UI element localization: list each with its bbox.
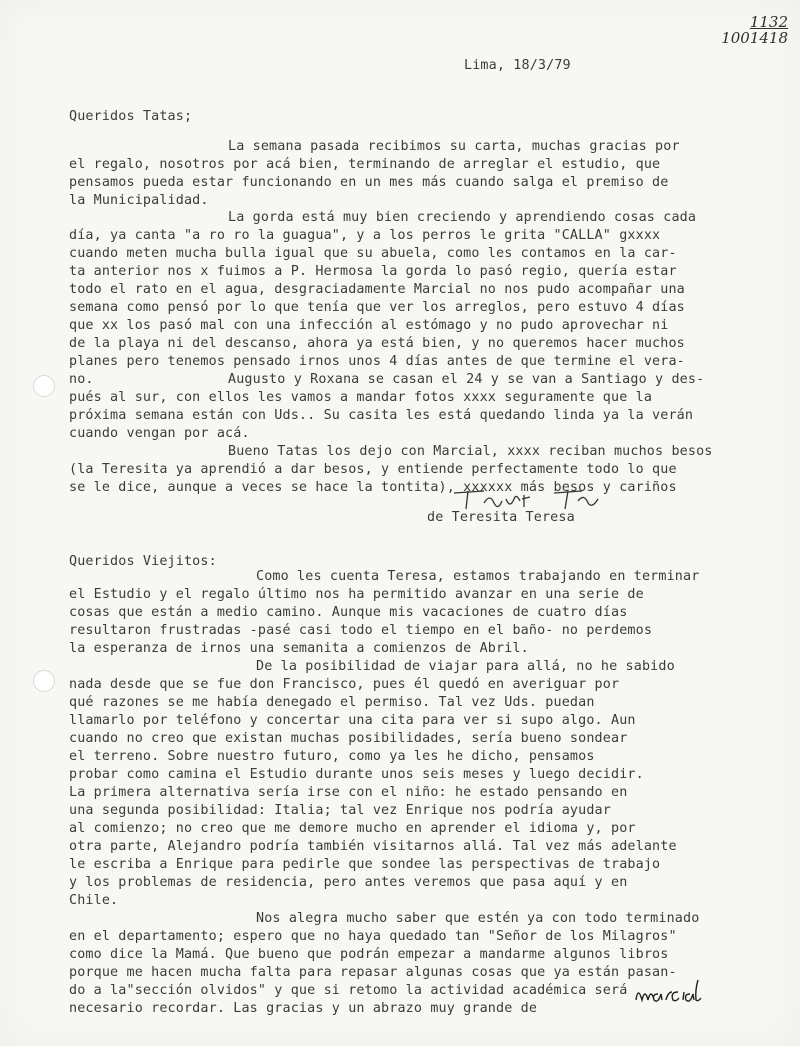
letter1-greeting: Queridos Tatas; — [69, 109, 193, 124]
letter2-line: Nos alegra mucho saber que estén ya con todo terminado — [256, 911, 700, 926]
letter1-line: Bueno Tatas los dejo con Marcial, xxxx reciban muchos besos — [228, 444, 713, 459]
letter2-line: La primera alternativa sería irse con el niño: he estado pensando en — [69, 785, 628, 800]
letter2-line: en el departamento; espero que no haya quedado tan "Señor de los Milagros" — [69, 929, 677, 944]
letter2-line: necesario recordar. Las gracias y un abrazo muy grande de — [69, 1001, 538, 1016]
letter2-line: qué razones se me había denegado el permiso. Tal vez Uds. puedan — [69, 695, 595, 710]
letter2-line: le escriba a Enrique para pedirle que sondee las perspectivas de trabajo — [69, 857, 661, 872]
letter2-line: probar como camina el Estudio durante unos seis meses y luego decidir. — [69, 767, 644, 782]
letter1-line: pués al sur, con ellos les vamos a mandar fotos xxxx seguramente que la — [69, 390, 653, 405]
letter1-line: próxima semana están con Uds.. Su casita les está quedando linda ya la verán — [69, 408, 694, 423]
letter2-line: porque me hacen mucha falta para repasar algunas cosas que ya están pasan- — [69, 965, 677, 980]
letter2-line: como dice la Mamá. Que bueno que podrán empezar a mandarme algunos libros — [69, 947, 669, 962]
letter2-line: el Estudio y el regalo último nos ha permitido avanzar en una serie de — [69, 587, 644, 602]
letter1-line: cuando vengan por acá. — [69, 426, 250, 441]
marcial-signature — [632, 974, 757, 1012]
archive-note-line-2: 1001418 — [721, 29, 788, 47]
letter2-line: do a la"sección olvidos" y que si retomo la actividad académica será — [69, 983, 628, 998]
letter1-line: semana como pensó por lo que tenía que ver los arreglos, pero estuvo 4 días — [69, 300, 685, 315]
letter1-line: se le dice, aunque a veces se hace la tontita), xxxxxx más besos y cariños — [69, 480, 677, 495]
letter2-line: otra parte, Alejandro podría también visitarnos allá. Tal vez más adelante — [69, 839, 677, 854]
letter1-line: que xx los pasó mal con una infección al estómago y no pudo aprovechar ni — [69, 318, 669, 333]
letter1-line: La semana pasada recibimos su carta, muchas gracias por — [228, 139, 680, 154]
letter2-line: al comienzo; no creo que me demore mucho en aprender el idioma y, por — [69, 821, 636, 836]
letter1-line: pensamos pueda estar funcionando en un mes más cuando salga el premiso de — [69, 175, 669, 190]
archive-note — [700, 14, 788, 46]
letter2-line: la esperanza de irnos una semanita a comienzos de Abril. — [69, 641, 529, 656]
letter2-line: nada desde que se fue don Francisco, pues él quedó en averiguar por — [69, 677, 620, 692]
letter1-line: Augusto y Roxana se casan el 24 y se van a Santiago y des- — [228, 372, 705, 387]
punch-hole — [33, 670, 55, 692]
letter2-line: resultaron frustradas -pasé casi todo el tiempo en el baño- no perdemos — [69, 623, 653, 638]
letter2-line: Chile. — [69, 893, 119, 908]
letter2-line: cosas que están a medio camino. Aunque mis vacaciones de cuatro días — [69, 605, 628, 620]
letter2-line: cuando no creo que existan muchas posibilidades, sería bueno sondear — [69, 731, 628, 746]
letter1-closing: de Teresita Teresa — [427, 510, 575, 525]
letter1-line: día, ya canta "a ro ro la guagua", y a los perros le grita "CALLA" gxxxx — [69, 228, 661, 243]
letter2-greeting: Queridos Viejitos: — [69, 554, 217, 569]
letter2-line: una segunda posibilidad: Italia; tal vez Enrique nos podría ayudar — [69, 803, 611, 818]
letter1-line: la Municipalidad. — [69, 193, 209, 208]
letter1-line: no. — [69, 372, 94, 387]
letter1-line: de la playa ni del descanso, ahora ya está bien, y no queremos hacer muchos — [69, 336, 685, 351]
letter2-line: Como les cuenta Teresa, estamos trabajando en terminar — [256, 569, 700, 584]
archive-note-line-1: 1132 — [749, 13, 788, 31]
punch-hole — [33, 375, 55, 397]
letter2-line: llamarlo por teléfono y concertar una cita para ver si supo algo. Aun — [69, 713, 636, 728]
letter1-line: ta anterior nos x fuimos a P. Hermosa la gorda lo pasó regio, quería estar — [69, 264, 677, 279]
letter2-line: y los problemas de residencia, pero antes veremos que pasa aquí y en — [69, 875, 628, 890]
letter1-line: La gorda está muy bien creciendo y aprendiendo cosas cada — [228, 210, 697, 225]
letter1-line: todo el rato en el agua, desgraciadamente Marcial no nos pudo acompañar una — [69, 282, 685, 297]
letter1-line: cuando meten mucha bulla igual que su abuela, como les contamos en la car- — [69, 246, 677, 261]
letter1-line: el regalo, nosotros por acá bien, terminando de arreglar el estudio, que — [69, 157, 661, 172]
letter1-line: (la Teresita ya aprendió a dar besos, y entiende perfectamente todo lo que — [69, 462, 677, 477]
letter-date: Lima, 18/3/79 — [464, 58, 571, 73]
letter2-line: el terreno. Sobre nuestro futuro, como ya les he dicho, pensamos — [69, 749, 595, 764]
letter1-line: planes pero tenemos pensado irnos unos 4 días antes de que termine el vera- — [69, 354, 685, 369]
letter2-line: De la posibilidad de viajar para allá, no he sabido — [256, 659, 675, 674]
